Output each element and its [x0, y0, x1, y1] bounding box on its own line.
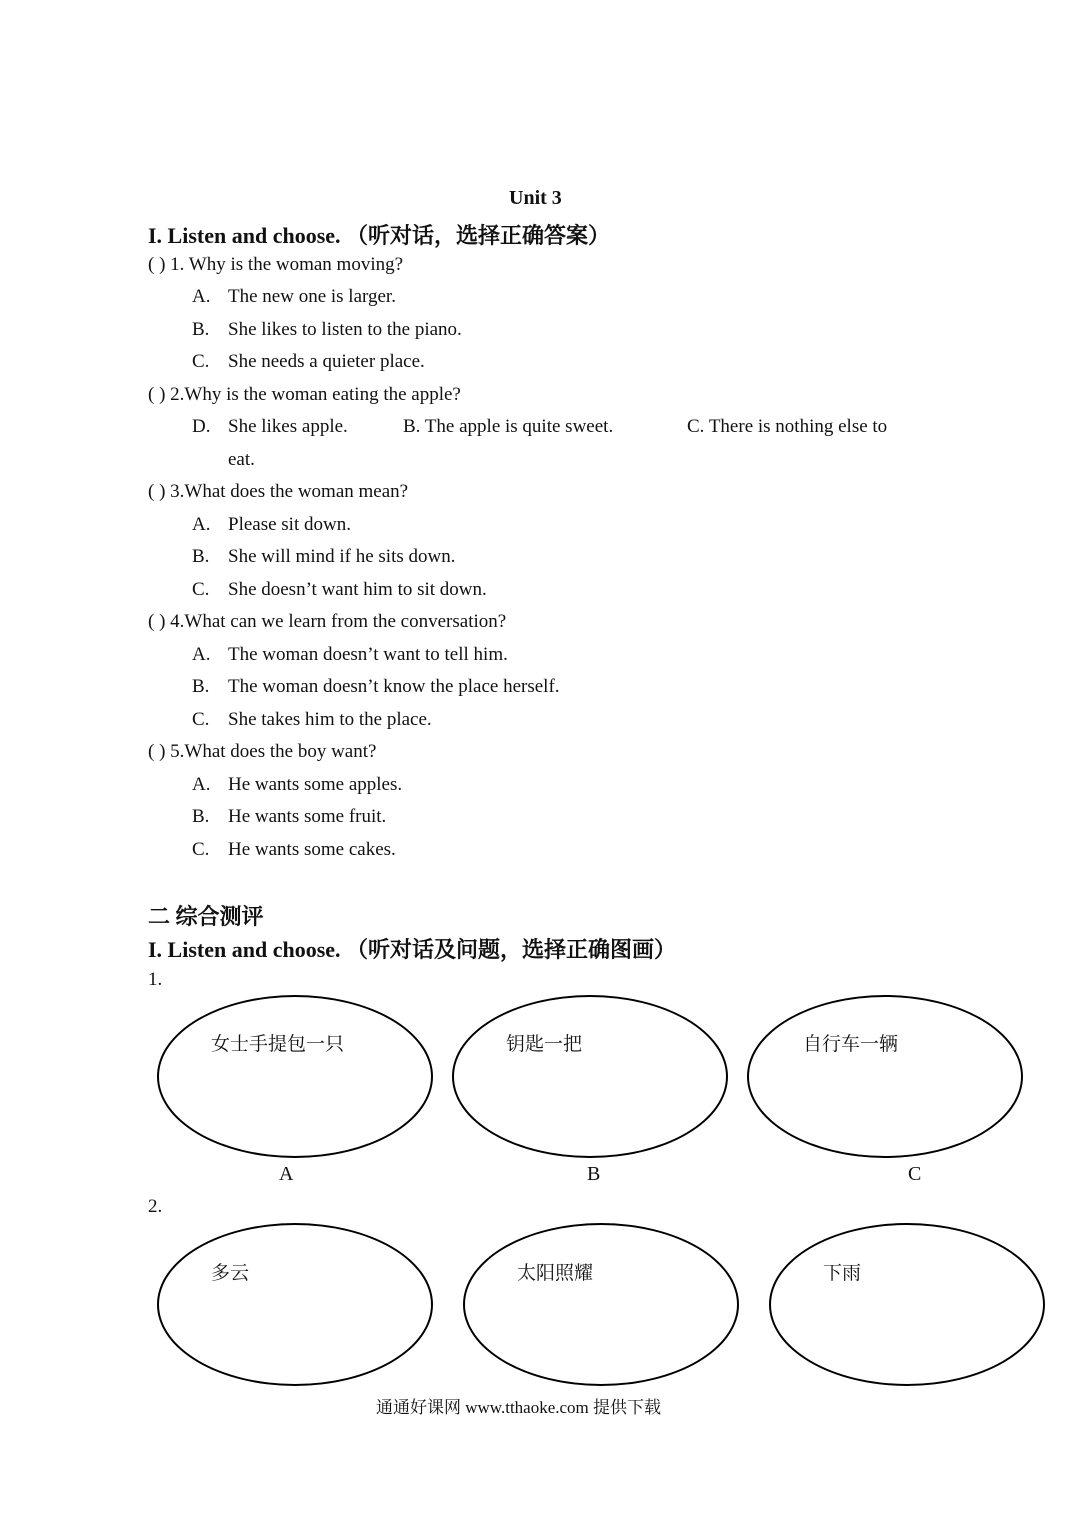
picture-caption: 自行车一辆 [803, 1033, 899, 1055]
option [192, 839, 396, 861]
option-letter: A. [192, 644, 211, 665]
item-number: 2. [148, 1196, 163, 1217]
page-title: Unit 3 [509, 187, 562, 209]
picture-caption: 下雨 [823, 1262, 862, 1284]
option-text: She will mind if he sits down. [228, 546, 456, 567]
option-text: She likes apple. [228, 416, 348, 437]
section-heading: I. Listen and choose. （听对话，选择正确答案） [148, 223, 611, 248]
option-letter: A. [192, 286, 211, 307]
option-continuation: eat. [228, 449, 255, 470]
option [192, 579, 487, 601]
picture-label: C [908, 1163, 922, 1185]
option-letter: B. [192, 806, 210, 827]
picture-ellipse [747, 995, 1023, 1158]
option-text: He wants some fruit. [228, 806, 387, 827]
option-letter: A. [192, 514, 211, 535]
option-letter: B. [192, 676, 210, 697]
option-text: She takes him to the place. [228, 709, 432, 730]
option [192, 514, 351, 536]
picture-ellipse [157, 995, 433, 1158]
option-letter: C. [192, 839, 210, 860]
picture-caption: 多云 [211, 1262, 250, 1284]
picture-label: A [279, 1163, 294, 1185]
option-text: The woman doesn’t want to tell him. [228, 644, 508, 665]
option-letter: D. [192, 416, 211, 437]
option [192, 709, 432, 731]
picture-caption: 女士手提包一只 [211, 1033, 345, 1055]
option-text: She likes to listen to the piano. [228, 319, 462, 340]
section-heading: I. Listen and choose. （听对话及问题，选择正确图画） [148, 937, 677, 962]
option-text: Please sit down. [228, 514, 351, 535]
option [192, 806, 386, 828]
option-letter: B. [192, 319, 210, 340]
option-text: He wants some apples. [228, 774, 403, 795]
option [192, 676, 560, 698]
picture-caption: 太阳照耀 [517, 1262, 594, 1284]
picture-label: B [587, 1163, 601, 1185]
question-stem: ( ) 1. Why is the woman moving? [148, 254, 404, 275]
option-letter: C. [192, 579, 210, 600]
option-text: He wants some cakes. [228, 839, 396, 860]
option: B. The apple is quite sweet. [403, 416, 614, 437]
option-text: She needs a quieter place. [228, 351, 425, 372]
option [192, 416, 348, 438]
picture-caption: 钥匙一把 [506, 1033, 583, 1055]
question-stem: ( ) 2.Why is the woman eating the apple? [148, 384, 461, 405]
option [192, 286, 396, 308]
picture-ellipse [157, 1223, 433, 1386]
option [192, 546, 455, 568]
picture-ellipse [463, 1223, 739, 1386]
option-text: The woman doesn’t know the place herself. [228, 676, 560, 697]
option: C. There is nothing else to [687, 416, 888, 437]
question-stem: ( ) 5.What does the boy want? [148, 741, 377, 762]
option-text: She doesn’t want him to sit down. [228, 579, 487, 600]
option-letter: C. [192, 709, 210, 730]
option-letter: B. [192, 546, 210, 567]
option [192, 774, 402, 796]
option [192, 644, 508, 666]
option-text: The new one is larger. [228, 286, 396, 307]
question-stem: ( ) 3.What does the woman mean? [148, 481, 409, 502]
question-stem: ( ) 4.What can we learn from the conversation? [148, 611, 507, 632]
picture-ellipse [452, 995, 728, 1158]
option [192, 319, 462, 341]
option-letter: A. [192, 774, 211, 795]
option-letter: C. [192, 351, 210, 372]
section-title: 二 综合测评 [148, 904, 264, 929]
item-number: 1. [148, 969, 163, 990]
option [192, 351, 425, 373]
footer-text: 通通好课网 www.tthaoke.com 提供下载 [376, 1398, 662, 1417]
picture-ellipse [769, 1223, 1045, 1386]
